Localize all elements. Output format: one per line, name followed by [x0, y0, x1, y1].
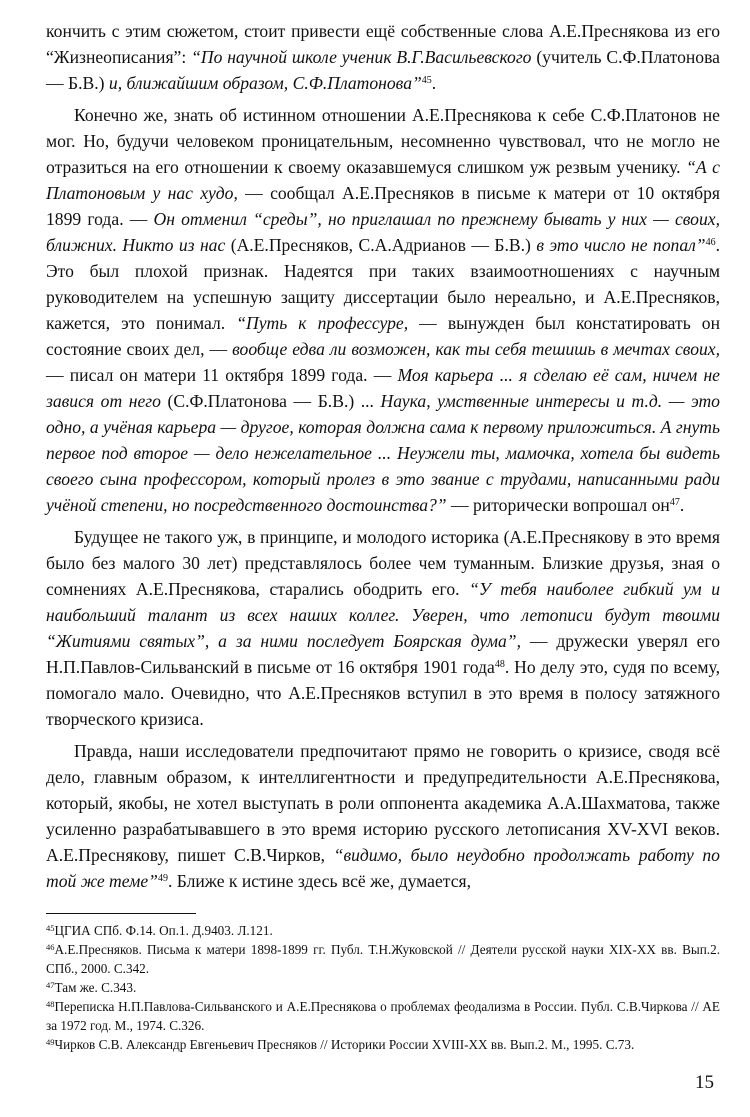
footnote-ref: 48 [494, 659, 505, 670]
text-run: . Но делу это, судя по всему, помогало мало. Очевидно, что А.Е.Пресняков вступил в это время в полосу затяжного творческого кризиса. [46, 657, 720, 729]
footnote-number: 45 [46, 923, 55, 933]
text-run: (А.Е.Пресняков, С.А.Адрианов — Б.В.) [225, 235, 537, 255]
footnote [46, 997, 720, 1035]
footnote [46, 1035, 720, 1054]
footnote-number: 48 [46, 999, 55, 1009]
footnote-text: Чирков С.В. Александр Евгеньевич Пресняков // Историки России XVIII-XX вв. Вып.2. М., 1995. С.73. [54, 1037, 635, 1052]
footnote-number: 47 [46, 980, 55, 990]
footnote-number: 46 [46, 942, 55, 952]
italic-quote: “По научной школе ученик В.Г.Васильевского [191, 47, 532, 67]
italic-quote: в это число не попал” [536, 235, 706, 255]
paragraph [46, 102, 720, 518]
footnote [46, 921, 720, 940]
footnote-text: Там же. С.343. [54, 980, 137, 995]
text-run: . Это был плохой признак. Надеятся при таких взаимоотношениях с научным руководителем на успешную защиту диссертации было нереально, и А.Е.Пресняков, кажется, это понимал. [46, 235, 720, 333]
italic-quote: вообще едва ли возможен, как ты себя тешишь в мечтах своих, [232, 339, 721, 359]
italic-quote: и, ближайшим образом, С.Ф.Платонова” [108, 73, 422, 93]
italic-quote: Моя карьера ... я сделаю её сам, ничем не завися от него [46, 365, 720, 411]
footnote-number: 49 [46, 1037, 55, 1047]
text-run: Будущее не такого уж, в принципе, и молодого историка (А.Е.Преснякову в это время было без малого 30 лет) представлялось более чем туманным. Близкие друзья, зная о сомнениях А.Е.Преснякова, старались ободрить его. [46, 527, 720, 599]
text-run: Конечно же, знать об истинном отношении А.Е.Преснякова к себе С.Ф.Платонов не мог. Но, будучи человеком проницательным, несомненно чувствовал, что не могло не отразиться на его отношении к своему оказавшемуся слишком уж резвым ученику. [46, 105, 720, 177]
text-run: — сообщал А.Е.Пресняков в письме к матери от 10 октября 1899 года. — [46, 183, 721, 229]
main-text [46, 18, 720, 894]
footnote-divider [46, 913, 196, 914]
italic-quote: “А с Платоновым у нас худо, [46, 157, 720, 203]
footnote [46, 940, 720, 978]
footnote-ref: 45 [421, 75, 432, 86]
footnote-text: Переписка Н.П.Павлова-Сильванского и А.Е.Преснякова о проблемах феодализма в России. Публ. С.В.Чиркова // АЕ за 1972 год. М., 1974. С.326. [46, 999, 720, 1033]
text-run: кончить с этим сюжетом, стоит привести ещё собственные слова А.Е.Преснякова из его “Жизнеописания”: [46, 21, 720, 67]
text-run: — риторически вопрошал он [446, 495, 670, 515]
italic-quote: Наука, умственные интересы и т.д. — это одно, а учёная карьера — другое, которая должна сама к первому приложиться. А гнуть первое под второе — дело нежелательное ... Неужели ты, мамочка, хотела бы видеть своего сына профессором, который пролез в это звание с трудами, написанными ради учёной степени, но посредственного достоинства?” [46, 391, 720, 515]
text-run: (С.Ф.Платонова — Б.В.) ... [160, 391, 381, 411]
footnote-ref: 49 [157, 873, 168, 884]
text-run: (учитель С.Ф.Платонова — Б.В.) [46, 47, 720, 93]
italic-quote: “У тебя наиболее гибкий ум и наибольший талант из всех наших коллег. Уверен, что летописи будут твоими “Житиями святых”, а за ними последует Боярская дума”, [46, 579, 720, 651]
text-run: Правда, наши исследователи предпочитают прямо не говорить о кризисе, сводя всё дело, главным образом, к интеллигентности и предупредительности А.Е.Преснякова, который, якобы, не хотел выступать в роли оппонента академика А.А.Шахматова, также усиленно разрабатывавшего в это время историю русского летописания XV-XVI веков. А.Е.Преснякову, пишет С.В.Чирков, [46, 741, 720, 865]
text-run: — вынужден был констатировать он состояние своих дел, — [46, 313, 720, 359]
footnotes [46, 921, 720, 1054]
text-run: . [431, 73, 437, 93]
footnote [46, 978, 720, 997]
paragraph [46, 738, 720, 894]
footnote-text: А.Е.Пресняков. Письма к матери 1898-1899 гг. Публ. Т.Н.Жуковской // Деятели русской науки XIX-XX вв. Вып.2. СПб., 2000. С.342. [46, 942, 720, 976]
paragraph [46, 524, 720, 732]
italic-quote: “видимо, было неудобно продолжать работу по той же теме” [46, 845, 720, 891]
italic-quote: “Путь к профессуре, [236, 313, 409, 333]
page-number: 15 [695, 1072, 714, 1093]
paragraph [46, 18, 720, 96]
italic-quote: Он отменил “среды”, но приглашал по прежнему бывать у них — своих, ближних. Никто из нас [46, 209, 720, 255]
text-run: . Ближе к истине здесь всё же, думается, [167, 871, 471, 891]
text-run: . [679, 495, 685, 515]
footnote-text: ЦГИА СПб. Ф.14. Оп.1. Д.9403. Л.121. [54, 923, 273, 938]
footnote-ref: 46 [705, 237, 716, 248]
text-run: — писал он матери 11 октября 1899 года. — [46, 365, 398, 385]
footnote-ref: 47 [669, 497, 680, 508]
text-run: — дружески уверял его Н.П.Павлов-Сильванский в письме от 16 октября 1901 года [46, 631, 720, 677]
